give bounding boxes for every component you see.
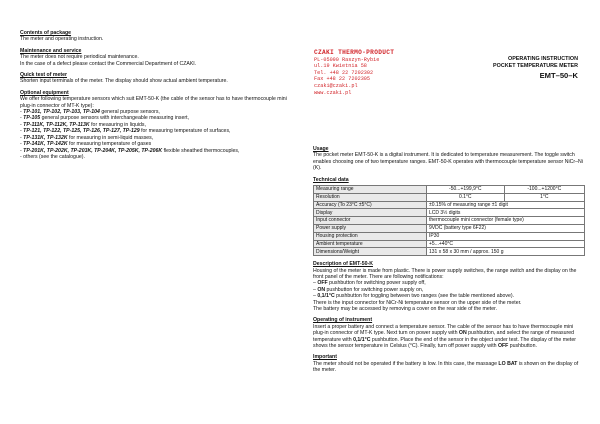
sensor-desc: for measuring in semi-liquid masses, [67, 134, 154, 141]
usage-text: The pocket meter EMT-50-K is a digital instrument. It is dedicated to temperature measurement. The toggle switch enables choosing one of two temperature ranges. EMT-50-K operates with thermocouple temperature sensor NiCr–Ni (K). [313, 152, 583, 172]
low-battery-message: LO BAT [498, 360, 518, 367]
description-item-text: pushbutton for switching power supply off, [327, 280, 426, 287]
table-cell-value: 1°C [504, 193, 584, 201]
important-text-part: is shown on the display of the meter. [313, 360, 579, 374]
table-cell-value: -100...+1200°C [504, 186, 584, 194]
package-text: The meter and operating instruction. [20, 36, 104, 43]
sensor-list [20, 109, 288, 160]
table-cell-label: Dimensions/Weight [314, 248, 427, 256]
table-cell-label: Input connector [314, 217, 427, 225]
table-row [314, 201, 585, 209]
package-heading: Contents of package [20, 30, 72, 36]
sensor-desc: for measuring temperature of gases [67, 141, 152, 148]
operating-text-part: pushbutton, and select the range of measured temperature with [313, 330, 574, 343]
important-text [313, 361, 585, 374]
title-line-2: POCKET TEMPERATURE METER [493, 62, 578, 69]
table-row [314, 225, 585, 233]
company-website: www.czaki.pl [314, 89, 352, 96]
table-row [314, 217, 585, 225]
usage-heading: Usage [313, 146, 329, 152]
sensor-desc: general purpose sensors, [99, 109, 160, 116]
sensor-models: TP-105 [23, 115, 41, 122]
table-cell-value: IP30 [427, 232, 585, 240]
table-cell-value: 0.1°C [427, 193, 505, 201]
table-cell-value: +5...+40°C [427, 240, 585, 248]
description-item-text: pushbutton for switching power supply on, [325, 286, 424, 293]
operating-heading: Operating of instrument [313, 317, 373, 324]
sensor-models: TP-131K, TP-132K [23, 134, 68, 141]
company-block [314, 50, 394, 96]
sensor-desc: general purpose sensors with interchangeable measuring insert, [40, 115, 189, 122]
description-item: – ON pushbutton for switching power supply on, [313, 286, 424, 293]
sensor-list-item: - TP-105 general purpose sensors with interchangeable measuring insert, [20, 115, 189, 122]
maintenance-text-line: The meter does not require periodical maintenance. [20, 54, 139, 61]
company-address-line: ul.19 Kwietnia 58 [314, 63, 367, 70]
technical-data-table [313, 185, 585, 256]
sensor-models: TP-101, TP-102, TP-103, TP-104 [23, 109, 100, 116]
table-row [314, 186, 585, 194]
company-address-line: PL-05090 Raszyn-Rybie [314, 56, 380, 63]
description-outro-line: The battery may be accessed by removing a cover on the rear side of the meter. [313, 306, 497, 313]
quick-test-text: Shorten input terminals of the meter. The display should show actual ambient temperature. [20, 78, 228, 85]
description-item-text: pushbutton for toggling between two ranges (see the table mentioned above). [334, 293, 515, 300]
table-cell-value: 131 x 58 x 30 mm / approx. 150 g [427, 248, 585, 256]
table-cell-value: ±0.15% of measuring range ±1 digit [427, 201, 585, 209]
left-column [20, 30, 288, 160]
company-fax: Fax +48 22 7202305 [314, 76, 371, 83]
optional-equipment-heading: Optional equipment [20, 89, 69, 96]
table-cell-value: 9VDC (battery type 6F22) [427, 225, 585, 233]
table-row [314, 209, 585, 217]
company-name: CZAKI THERMO-PRODUCT [314, 49, 395, 56]
sensor-list-item: - TP-101, TP-102, TP-103, TP-104 general purpose sensors, [20, 109, 160, 116]
table-cell-value: -50...+199,9°C [427, 186, 505, 194]
description-heading: Description of EMT-50-K [313, 261, 373, 268]
operating-text-part: pushbutton. Place the end of the sensor in the object under test. The display of the meter shows the sensor temperature in Celsius (°C). Finally, turn off power supply with [313, 336, 576, 350]
description-key: OFF [317, 280, 328, 287]
table-cell-label: Housing protection [314, 232, 427, 240]
sensor-models: TP-121, TP-122, TP-125, TP-126, TP-127, TP-129 [23, 128, 140, 135]
maintenance-heading: Maintenance and service [20, 47, 82, 54]
quick-test-heading: Quick test of meter [20, 72, 67, 79]
table-cell-value: LCD 3½ digits [427, 209, 585, 217]
operating-key-on: ON [458, 330, 467, 337]
operating-text-part: pushbutton. [508, 343, 537, 350]
sensor-list-item: - others (see the catalogue). [20, 153, 85, 160]
important-heading: Important [313, 354, 337, 361]
table-cell-label: Resolution [314, 193, 427, 201]
right-column [313, 146, 585, 374]
table-cell-value: thermocouple mini connector (female type) [427, 217, 585, 225]
operating-key-off: OFF [497, 343, 509, 350]
technical-data-heading: Technical data [313, 176, 349, 183]
operating-key-range: 0,1/1°C [353, 336, 371, 343]
description-outro-line: There is the input connector for NiCr-Ni temperature sensor on the upper side of the meter. [313, 299, 522, 306]
optional-equipment-intro: We offer following temperature sensors which suit EMT-50-K (the cable of the sensor has to have thermocouple mini plug-in connector of MT-K type): [20, 96, 287, 109]
description-intro: Housing of the meter is made from plastic. There is power supply switches, the range switch and the display on the front panel of the meter. There are following notifications: [313, 267, 577, 281]
table-cell-label: Accuracy (To 23°C ±5°C) [314, 201, 427, 209]
sensor-list-item: - TP-131K, TP-132K for measuring in semi-liquid masses, [20, 134, 154, 141]
table-row [314, 248, 585, 256]
table-row [314, 232, 585, 240]
description-item: – 0,1/1°C pushbutton for toggling between two ranges (see the table mentioned above). [313, 293, 515, 300]
sensor-desc: for measuring temperature of surfaces, [139, 128, 231, 135]
sensor-desc: for measuring in liquids, [89, 121, 146, 128]
sensor-models: TP-201K, TP-202K, TP-203K, TP-204K, TP-205K, TP-206K [23, 147, 163, 154]
table-row [314, 193, 585, 201]
sensor-list-item: - TP-141K, TP-142K for measuring temperature of gases [20, 141, 152, 148]
sensor-desc: flexible sheathed thermocouples, [162, 147, 240, 154]
table-cell-label: Measuring range [314, 186, 427, 194]
description-key: ON [317, 286, 326, 293]
sensor-list-item: - TP-201K, TP-202K, TP-203K, TP-204K, TP-205K, TP-206K flexible sheathed thermocouples, [20, 147, 240, 154]
operating-text-part: Insert a proper battery and connect a temperature sensor. The cable of the sensor has to have thermocouple mini plug-in connector of MT-K type. Next turn on power supply with [313, 323, 574, 337]
table-cell-label: Power supply [314, 225, 427, 233]
model-title: EMT–50–K [539, 70, 578, 80]
sensor-list-item: - TP-121, TP-122, TP-125, TP-126, TP-127, TP-129 for measuring temperature of surfaces, [20, 128, 231, 135]
important-text-part: The meter should not be operated if the battery is low. In this case, the massage [313, 360, 499, 367]
table-cell-label: Ambient temperature [314, 240, 427, 248]
title-block [493, 56, 578, 80]
sensor-models: TP-141K, TP-142K [23, 141, 68, 148]
description-key: 0,1/1°C [317, 293, 335, 300]
operating-text [313, 324, 585, 350]
table-cell-label: Display [314, 209, 427, 217]
sensor-desc: others (see the catalogue). [23, 153, 85, 160]
sensor-list-item: - TP-111K, TP-112K, TP-113K for measuring in liquids, [20, 121, 146, 128]
sensor-models: TP-111K, TP-112K, TP-113K [23, 121, 90, 128]
maintenance-text-line: In the case of a defect please contact the Commercial Department of CZAKI. [20, 60, 197, 67]
company-email: czaki@czaki.pl [314, 82, 358, 89]
description-item: – OFF pushbutton for switching power supply off, [313, 280, 426, 287]
company-phone: Tel. +48 22 7202302 [314, 69, 374, 76]
table-row [314, 240, 585, 248]
title-line-1: OPERATING INSTRUCTION [508, 56, 578, 62]
